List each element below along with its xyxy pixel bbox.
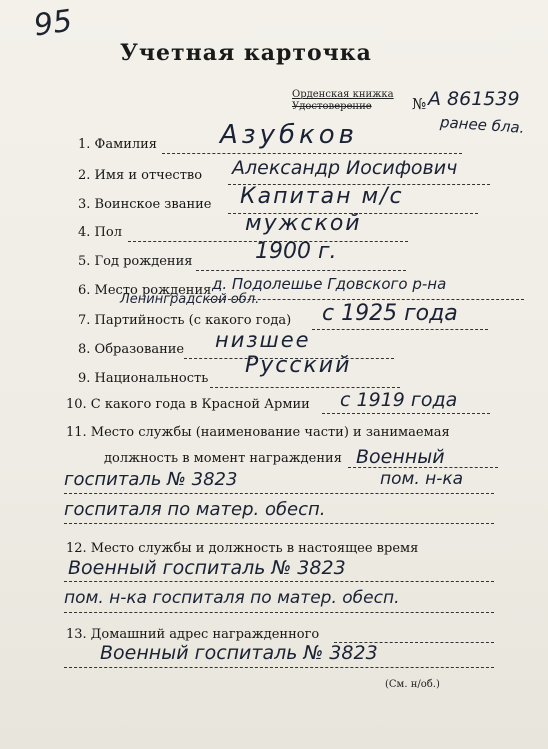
- card-title: Учетная карточка: [120, 40, 372, 66]
- field-current-service-value-2: пом. н-ка госпиталя по матер. обесп.: [64, 588, 400, 608]
- field-service-value-2: госпиталь № 3823: [64, 469, 238, 490]
- field-surname-line: [162, 153, 462, 154]
- field-name-label: 2. Имя и отчество: [78, 168, 203, 183]
- field-army-year-line: [322, 413, 490, 414]
- field-current-service-label: 12. Место службы и должность в настоящее время: [66, 541, 419, 556]
- field-service-value: Военный: [356, 446, 445, 468]
- field-service-line-3: [64, 523, 494, 524]
- certificate-line: Удостоверение: [292, 101, 372, 112]
- order-book-line: Орденская книжка: [292, 89, 394, 100]
- field-current-service-value: Военный госпиталь № 3823: [68, 557, 346, 579]
- field-birthyear-label: 5. Год рождения: [78, 254, 193, 269]
- number-sign: №: [412, 95, 427, 113]
- field-service-label: 11. Место службы (наименование части) и занимаемая: [66, 425, 450, 440]
- field-home-address-line-2: [64, 667, 494, 668]
- field-birthplace-label: 6. Место рождения: [78, 283, 212, 298]
- field-birthplace-value-2: Ленинградской обл.: [120, 292, 260, 307]
- field-home-address-label: 13. Домашний адрес награжденного: [66, 627, 320, 642]
- field-service-value-3: пом. н-ка: [380, 469, 464, 489]
- archive-number: 95: [31, 3, 75, 44]
- field-current-service-line-2: [64, 612, 494, 613]
- field-sex-value: мужской: [245, 211, 362, 236]
- order-book-note: ранее бла.: [439, 113, 526, 137]
- field-birthyear-line: [196, 270, 406, 271]
- field-education-label: 8. Образование: [78, 342, 185, 357]
- field-service-label-2: должность в момент награждения: [104, 451, 342, 466]
- field-party-value: с 1925 года: [322, 301, 458, 326]
- field-army-year-value: с 1919 года: [340, 389, 458, 411]
- field-nationality-label: 9. Национальность: [78, 371, 209, 386]
- field-surname-label: 1. Фамилия: [78, 137, 157, 152]
- order-book-label: [292, 89, 394, 113]
- order-book-number: А 861539: [428, 88, 520, 110]
- field-birthplace-value: д. Подолешье Гдовского р-на: [212, 275, 447, 293]
- field-rank-label: 3. Воинское звание: [78, 197, 212, 212]
- field-name-value: Александр Иосифович: [232, 157, 458, 179]
- see-reverse-note: (См. н/об.): [385, 679, 440, 690]
- field-sex-label: 4. Пол: [78, 225, 122, 240]
- field-nationality-value: Русский: [245, 353, 352, 378]
- field-current-service-line: [64, 581, 494, 582]
- field-birthyear-value: 1900 г.: [255, 239, 337, 264]
- field-party-label: 7. Партийность (с какого года): [78, 313, 292, 328]
- field-rank-value: Капитан м/с: [240, 184, 404, 209]
- field-surname-value: Азубков: [220, 120, 358, 150]
- field-service-value-4: госпиталя по матер. обесп.: [64, 499, 326, 520]
- field-army-year-label: 10. С какого года в Красной Армии: [66, 397, 310, 412]
- field-education-value: низшее: [215, 328, 311, 352]
- field-party-line: [312, 329, 488, 330]
- field-service-line-2: [64, 493, 494, 494]
- field-nationality-line: [210, 387, 400, 388]
- field-home-address-value: Военный госпиталь № 3823: [100, 642, 378, 664]
